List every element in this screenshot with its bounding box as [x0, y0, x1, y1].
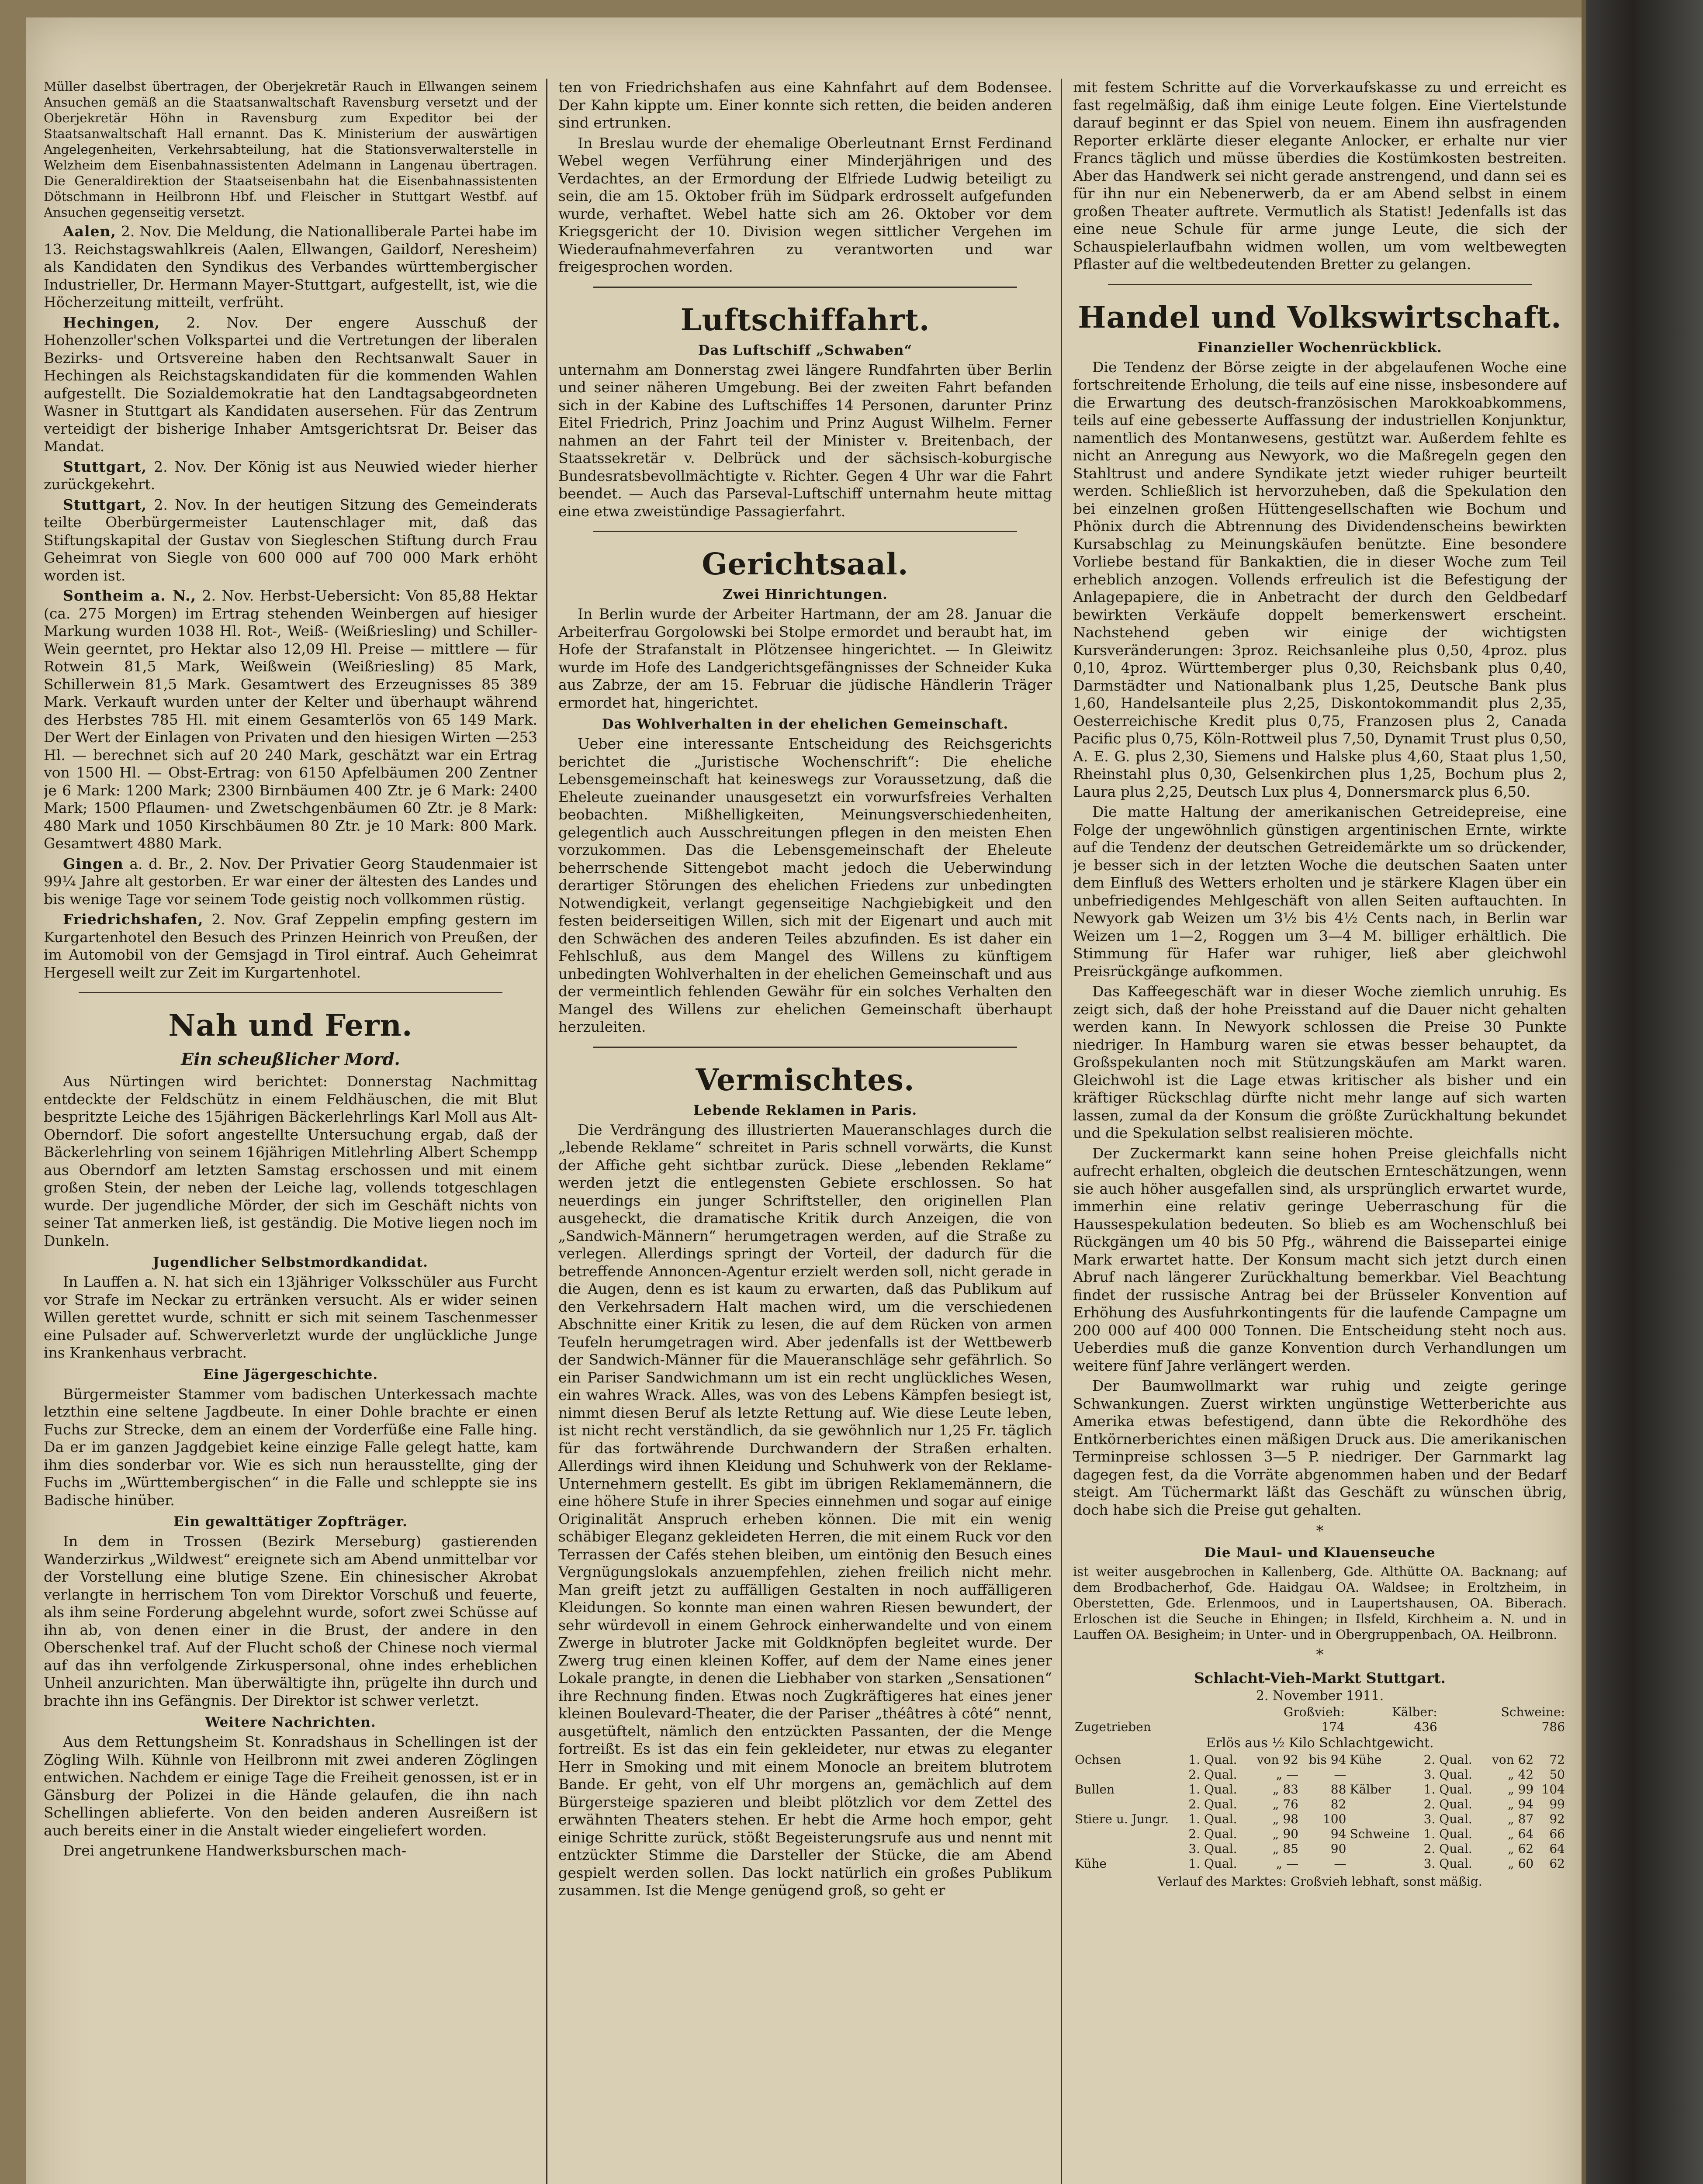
table-cell: 64	[1549, 1841, 1565, 1856]
table-cell: 90	[1330, 1841, 1346, 1856]
table-row	[1073, 1842, 1567, 1856]
table-cell: 3. Qual.	[1423, 1856, 1472, 1871]
article-stuttgart-2	[44, 496, 537, 585]
section-heading-luftschiffahrt: Luftschiffahrt.	[680, 302, 930, 338]
table-cell	[1073, 1842, 1187, 1856]
table-cell: „ 60	[1508, 1856, 1534, 1871]
divider	[593, 287, 1017, 288]
dateline: Friedrichshafen,	[63, 911, 204, 928]
headline-seuche: Die Maul- und Klauenseuche	[1204, 1545, 1436, 1561]
table-cell	[1348, 1842, 1422, 1856]
article-zucker: Der Zuckermarkt kann seine hohen Preise gleichfalls nicht aufrecht erhalten, obgleich die deutschen Ernteschätzungen, wenn sie auch höher ausgefallen sind, als ursprünglich erwartet wurde, immerhin eine relativ geringe Ueberraschung für die Haussespekulation bedeuten. So blieb es am Wochenschluß bei Rückgängen um 40 bis 50 Pfg., während die Baissepartei einige Mark erwartet hatte. Der Konsum macht sich jetzt durch einen Abruf nach längerer Zurückhaltung bemerkbar. Viel Beachtung findet der russische Antrag bei der Brüsseler Konvention auf Erhöhung des Ausfuhrkontingents für die laufende Campagne um 200 000 auf 400 000 Tonnen. Die Entscheidung steht noch aus. Ueberdies muß die ganze Konvention durch Verhandlungen um weitere fünf Jahre verlängert werden.	[1073, 1144, 1567, 1374]
column-2	[558, 79, 1052, 2184]
table-row	[1073, 1752, 1567, 1767]
table-cell: Kühe	[1075, 1856, 1107, 1871]
article-text: 2. Nov. Herbst-Uebersicht: Von 85,88 Hektar (ca. 275 Morgen) im Ertrag stehenden Weinbergen auf hiesiger Markung wurden 1038 Hl. Rot-, Weiß- (Weißriesling) und Schiller-Wein geerntet, pro Hektar also 12,09 Hl. Preise — mittlere — für Rotwein 81,5 Mark, Weißwein (Weißriesling) 85 Mark, Schillerwein 81,5 Mark. Gesamtwert des Erzeugnisses 85 389 Mark. Verkauft wurden unter der Kelter und überhaupt während des Herbstes 785 Hl. mit einem Gesamterlös von 65 149 Mark. Der Wert der Einlagen von Privaten und den hiesigen Wirten —253 Hl. — berechnet sich auf 20 240 Mark, geschätzt war ein Ertrag von 1500 Hl. — Obst-Ertrag: von 6150 Apfelbäumen 200 Zentner je 6 Mark: 1200 Mark; 2300 Birnbäumen 400 Ztr. je 6 Mark: 2400 Mark; 1500 Pflaumen- und Zwetschgenbäumen 60 Ztr. je 8 Mark: 480 Mark und 1050 Kirschbäumen 80 Ztr. je 10 Mark: 800 Mark. Gesamtwert 4880 Mark.	[44, 587, 537, 852]
table-cell	[1348, 1767, 1422, 1782]
table-cell: „ 87	[1508, 1811, 1534, 1826]
headline-mord: Ein scheußlicher Mord.	[181, 1049, 400, 1069]
table-cell: 99	[1549, 1797, 1565, 1811]
asterism: *	[1316, 1522, 1324, 1540]
table-cell: 2. Qual.	[1188, 1797, 1237, 1811]
article-kaffee: Das Kaffeegeschäft war in dieser Woche ziemlich unruhig. Es zeigt sich, daß der hohe Preisstand auf die Dauer nicht gehalten werden kann. In Newyork schlossen die Preise 30 Punkte niedriger. In Hamburg waren sie etwas besser behauptet, da Großspekulanten noch mit Stützungskäufen am Markt waren. Gleichwohl ist die Lage etwas kritischer als bisher und ein kräftiger Rückschlag dürfte nicht mehr lange auf sich warten lassen, zumal da der Konsum die größte Zurückhaltung bekundet und die Spekulation selbst realisieren möchte.	[1073, 983, 1567, 1141]
table-cell: von 92	[1256, 1752, 1298, 1767]
article-hinrichtungen: In Berlin wurde der Arbeiter Hartmann, der am 28. Januar die Arbeiterfrau Gorgolowski bei Stolpe ermordet und beraubt hat, im Hofe der Strafanstalt in Plötzensee hingerichtet. — In Gleiwitz wurde im Hofe des Landgerichtsgefängnisses der Schneider Kuka aus Zabrze, der am 15. Februar die jüdische Händlerin Träger ermordet hat, hingerichtet.	[558, 605, 1052, 711]
article-continued: ten von Friedrichshafen aus eine Kahnfahrt auf dem Bodensee. Der Kahn kippte um. Einer konnte sich retten, die beiden anderen sind ertrunken.	[558, 79, 1052, 131]
table-row	[1073, 1827, 1567, 1842]
table-cell	[1073, 1827, 1187, 1842]
table-cell: 66	[1549, 1826, 1565, 1841]
table-cell: 174	[1321, 1720, 1345, 1734]
table-cell: 1. Qual.	[1188, 1811, 1237, 1826]
article-breslau: In Breslau wurde der ehemalige Oberleutnant Ernst Ferdinand Webel wegen Verführung einer Minderjährigen und des Verdachtes, an der Ermordung der Elfriede Ludwig beteiligt zu sein, die am 15. Oktober früh im Südpark erdrosselt aufgefunden wurde, verhaftet. Webel hatte sich am 26. Oktober vor dem Kriegsgericht der 10. Division wegen sittlicher Vergehen im Wiederaufnahmeverfahren zu verantworten und war freigesprochen worden.	[558, 134, 1052, 275]
article-stuttgart-1	[44, 458, 537, 494]
table-cell: 2. Qual.	[1188, 1826, 1237, 1841]
article-text: 2. Nov. Der König ist aus Neuwied wieder hierher zurückgekehrt.	[44, 458, 537, 493]
column-rule	[1061, 79, 1062, 2184]
divider	[1108, 284, 1532, 285]
table-cell	[1348, 1812, 1422, 1827]
table-cell: 2. Qual.	[1423, 1841, 1472, 1856]
headline-jaeger: Eine Jägergeschichte.	[203, 1366, 378, 1382]
book-binding	[1586, 0, 1703, 2184]
table-cell: 3. Qual.	[1423, 1811, 1472, 1826]
table-cell: 436	[1414, 1720, 1437, 1734]
table-cell: 72	[1549, 1752, 1565, 1767]
table-cell: Kühe	[1350, 1752, 1382, 1767]
article-baumwolle: Der Baumwollmarkt war ruhig und zeigte geringe Schwankungen. Zuerst wirkten ungünstige Wetterberichte aus Amerika etwas befestigend, dann übte die Rekordhöhe des Entkörnerberichtes einen mäßigen Druck aus. Die amerikanischen Terminpreise schlossen 3—5 P. niedriger. Der Garnmarkt lag dagegen fest, da die Vorräte abgenommen haben und der Bedarf steigt. Am Tüchermarkt läßt das Geschäft zu wünschen übrig, doch habe sich die Preise gut gehalten.	[1073, 1377, 1567, 1518]
table-cell: „ 98	[1272, 1811, 1298, 1826]
table-cell: 92	[1549, 1811, 1565, 1826]
headline-wochenrueckblick: Finanzieller Wochenrückblick.	[1198, 339, 1442, 356]
headline-weitere: Weitere Nachrichten.	[205, 1714, 376, 1730]
article-gingen	[44, 855, 537, 909]
article-mord: Aus Nürtingen wird berichtet: Donnerstag Nachmittag entdeckte der Feldschütz in einem Feldhäuschen, die mit Blut bespritzte Leiche des 15jährigen Bäckerlehrlings Karl Moll aus Alt-Oberndorf. Die sofort angestellte Untersuchung ergab, daß der Bäckerlehrling von seinem 16jährigen Mitlehrling Albert Schempp aus Oberndorf am letzten Samstag erschossen und mit einem großen Stein, der neben der Leiche lag, vollends totgeschlagen wurde. Der jugendliche Mörder, der sich im Geschäft nichts von seiner Tat anmerken ließ, ist geständig. Die Motive liegen noch im Dunkeln.	[44, 1073, 537, 1249]
market-date: 2. November 1911.	[1256, 1688, 1384, 1704]
dateline: Sontheim a. N.,	[63, 587, 197, 604]
headline-wohlverhalten: Das Wohlverhalten in der ehelichen Gemeinschaft.	[602, 716, 1009, 732]
column-rule	[546, 79, 547, 2184]
table-cell: „ 83	[1272, 1782, 1298, 1797]
table-cell: Schweine	[1350, 1826, 1410, 1841]
asterism: *	[1316, 1645, 1324, 1663]
table-cell: „ —	[1276, 1856, 1298, 1871]
table-row	[1073, 1720, 1567, 1735]
table-cell: 82	[1330, 1797, 1346, 1811]
market-footer: Verlauf des Marktes: Großvieh lebhaft, sonst mäßig.	[1157, 1874, 1482, 1889]
dateline: Stuttgart,	[63, 458, 147, 475]
dateline: Gingen	[63, 855, 124, 872]
dateline: Hechingen,	[63, 314, 160, 331]
table-row	[1073, 1705, 1567, 1720]
article-continued: mit festem Schritte auf die Vorverkaufskasse zu und erreicht es fast regelmäßig, daß ihm einige Leute folgen. Eine Viertelstunde darauf beginnt er das Spiel von neuem. Einem ihn ausfragenden Reporter erklärte dieser elegante Anlocker, er erhalte nur vier Francs täglich und müsse überdies die Kostümkosten bestreiten. Aber das Handwerk sei nicht gerade anstrengend, und dann sei es für ihn nur ein Nebenerwerb, da er am Abend selbst in einem großen Theater auftrete. Vermutlich als Statist! Jedenfalls ist das eine neue Schule für arme junge Leute, die sich der Schauspielerlaufbahn widmen wollen, um vom weltbewegten Pflaster auf die weltbedeutenden Bretter zu gelangen.	[1073, 79, 1567, 273]
table-cell	[1348, 1856, 1422, 1871]
article-boerse: Die Tendenz der Börse zeigte in der abgelaufenen Woche eine fortschreitende Erholung, die teils auf eine nisse, insbesondere auf die Erwartung des deutsch-französischen Marokkoabkommens, teils auf eine gebesserte Auffassung der industriellen Konjunktur, namentlich des Montanwesens, gestützt war. Außerdem fehlte es nicht an Anregung aus Newyork, wo die Maßregeln gegen den Stahltrust und andere Syndikate jetzt wieder ruhiger beurteilt werden. Schließlich ist hervorzuheben, daß die Spekulation den bei einzelnen großen Hüttengesellschaften wie Bochum und Phönix durch die Abtrennung des Dividendenscheins bewirkten Kursabschlag zu Meinungskäufen benützte. Eine besondere Vorliebe bestand für Bankaktien, die in dieser Woche zum Teil erheblich anzogen. Vollends erfreulich ist die Befestigung der Anlagepapiere, die in Anbetracht der durch den Geldbedarf bewirkten Verkäufe doppelt bemerkenswert erscheint. Nachstehend geben wir einige der wichtigsten Kursveränderungen: 3proz. Reichsanleihe plus 0,50, 4proz. plus 0,10, 4proz. Württemberger plus 0,30, Reichsbank plus 0,40, Darmstädter und Nationalbank plus 1,25, Deutsche Bank plus 1,60, Handelsanteile plus 2,25, Diskontokommandit plus 2,35, Oesterreichische Kredit plus 0,75, Franzosen plus 2, Canada Pacific plus 0,75, Köln-Rottweil plus 7,50, Dynamit Trust plus 0,50, A. E. G. plus 2,30, Siemens und Halske plus 4,60, Staat plus 1,50, Rheinstahl plus 0,30, Gelsenkirchen plus 1,25, Bochum plus 2, Laura plus 2,25, Deutsch Lux plus 4, Donnersmarck plus 6,50.	[1073, 358, 1567, 800]
table-cell: „ —	[1276, 1767, 1298, 1782]
table-cell	[1073, 1797, 1187, 1812]
article-sontheim	[44, 587, 537, 853]
article-text: a. d. Br., 2. Nov. Der Privatier Georg Staudenmaier ist 99¼ Jahre alt gestorben. Er war einer der ältesten des Landes und bis wenige Tage vor seinem Tode geistig noch vollkommen rüstig.	[44, 855, 537, 908]
table-row	[1073, 1797, 1567, 1812]
headline-zopftraeger: Ein gewalttätiger Zopfträger.	[173, 1514, 408, 1530]
table-cell: —	[1334, 1767, 1346, 1782]
article-hechingen	[44, 314, 537, 456]
table-cell: „ 42	[1508, 1767, 1534, 1782]
column-header: Großvieh:	[1283, 1705, 1345, 1719]
table-cell: 1. Qual.	[1188, 1856, 1237, 1871]
table-cell: 2. Qual.	[1188, 1767, 1237, 1782]
table-cell	[1348, 1797, 1422, 1812]
market-report	[1073, 1669, 1567, 1890]
market-title: Schlacht-Vieh-Markt Stuttgart.	[1194, 1669, 1446, 1686]
table-cell: „ 85	[1272, 1841, 1298, 1856]
table-cell: 1. Qual.	[1423, 1782, 1472, 1797]
column-1	[44, 79, 537, 2184]
table-cell: Bullen	[1075, 1782, 1115, 1797]
dateline: Aalen,	[63, 223, 116, 240]
divider	[593, 1047, 1017, 1048]
table-row	[1073, 1767, 1567, 1782]
table-cell: 1. Qual.	[1188, 1782, 1237, 1797]
intro-paragraph: Müller daselbst übertragen, der Oberjekretär Rauch in Ellwangen seinem Ansuchen gemäß an die Staatsanwaltschaft Ravensburg versetzt und der Oberjekretär Höhn in Ravensburg zum Expeditor bei der Staatsanwaltschaft Hall ernannt. Das K. Ministerium der auswärtigen Angelegenheiten, Verkehrsabteilung, hat die Stationsverwalterstelle in Welzheim dem Eisenbahnassistenten Adelmann in Langenau übertragen. Die Generaldirektion der Staatseisenbahn hat die Eisenbahnassistenten Dötschmann in Heilbronn Hbf. und Fleischer in Stuttgart Westbf. auf Ansuchen gegenseitig versetzt.	[44, 79, 537, 220]
article-selbstmord: In Lauffen a. N. hat sich ein 13jähriger Volksschüler aus Furcht vor Strafe im Neckar zu ertränken versucht. Als er wider seinen Willen gerettet wurde, schnitt er sich mit seinem Taschenmesser eine Pulsader auf. Schwerverletzt wurde der unglückliche Junge ins Krankenhaus verbracht.	[44, 1273, 537, 1361]
table-row	[1073, 1782, 1567, 1797]
table-cell: Stiere u. Jungr.	[1075, 1811, 1169, 1826]
article-drei: Drei angetrunkene Handwerksburschen mach-	[63, 1842, 406, 1859]
table-cell: 2. Qual.	[1423, 1797, 1472, 1811]
price-table	[1073, 1752, 1567, 1871]
section-heading-vermischtes: Vermischtes.	[696, 1062, 915, 1098]
table-cell: von 62	[1492, 1752, 1534, 1767]
article-jaeger: Bürgermeister Stammer vom badischen Unterkessach machte letzthin eine seltene Jagdbeute. In einer Dohle brachte er einen Fuchs zur Strecke, dem an einem der Vorderfüße eine Falle hing. Da er im ganzen Jagdgebiet keine einzige Falle gelegt hatte, kam ihm dies sonderbar vor. Wie es sich nun herausstellte, ging der Fuchs im „Württembergischen“ in die Falle und schleppte sie ins Badische hinüber.	[44, 1385, 537, 1509]
table-cell: „ 62	[1508, 1841, 1534, 1856]
row-label: Zugetrieben	[1075, 1720, 1151, 1734]
market-table	[1073, 1705, 1567, 1735]
headline-schwaben: Das Luftschiff „Schwaben“	[698, 342, 913, 358]
article-text: 2. Nov. Der engere Ausschuß der Hohenzoller'schen Volkspartei und die Vertretungen der liberalen Bezirks- und Ortsvereine haben den Rechtsanwalt Sauer in Hechingen als Reichstagskandidaten für die kommenden Wahlen aufgestellt. Die Sozialdemokratie hat den Landtagsabgeordneten Wasner in Stuttgart als Kandidaten ausersehen. Für das Zentrum verteidigt der bisherige Inhaber Amtsgerichtsrat Dr. Beiser das Mandat.	[44, 314, 537, 455]
column-header: Schweine:	[1501, 1705, 1565, 1719]
dateline: Stuttgart,	[63, 496, 147, 513]
divider	[593, 531, 1017, 532]
table-cell: 62	[1549, 1856, 1565, 1871]
section-heading-gerichtsaal: Gerichtsaal.	[702, 547, 909, 582]
headline-hinrichtungen: Zwei Hinrichtungen.	[723, 587, 888, 602]
column-header: Kälber:	[1391, 1705, 1437, 1719]
market-subheader: Erlös aus ½ Kilo Schlachtgewicht.	[1206, 1735, 1434, 1751]
table-row	[1073, 1856, 1567, 1871]
table-cell: 100	[1322, 1811, 1346, 1826]
table-cell: 786	[1541, 1720, 1565, 1734]
table-cell: 3. Qual.	[1423, 1767, 1472, 1782]
table-cell: „ 76	[1272, 1797, 1298, 1811]
table-cell: 2. Qual.	[1423, 1752, 1472, 1767]
article-friedrichshafen	[44, 911, 537, 981]
table-cell: 94	[1330, 1826, 1346, 1841]
table-cell: 50	[1549, 1767, 1565, 1782]
headline-selbstmord: Jugendlicher Selbstmordkandidat.	[153, 1254, 428, 1270]
article-aalen	[44, 223, 537, 311]
table-cell: 3. Qual.	[1188, 1841, 1237, 1856]
article-getreide: Die matte Haltung der amerikanischen Getreidepreise, eine Folge der ungewöhnlich günstigen argentinischen Ernte, wirkte auf die Tendenz der deutschen Getreidemärkte um so drückender, je besser sich in der letzten Woche die deutschen Saaten unter dem Einfluß des Wetters erholten und je stärkere Klagen über ein unbefriedigendes Mehlgeschäft von allen Seiten auftauchten. In Newyork gab Weizen um 3½ bis 4½ Cents nach, in Berlin war Weizen um 1—2, Roggen um 3—4 M. billiger erhältlich. Die Stimmung für Hafer war ruhiger, ließ aber gleichwohl Preisrückgänge aufkommen.	[1073, 803, 1567, 980]
article-text: 2. Nov. Die Meldung, die Nationalliberale Partei habe im 13. Reichstagswahlkreis (Aalen, Ellwangen, Gaildorf, Neresheim) als Kandidaten den Syndikus des Verbandes württembergischer Industrieller, Dr. Hermann Mayer-Stuttgart, aufgestellt, ist, wie die Höcherzeitung mitteilt, verfrüht.	[44, 223, 537, 311]
table-cell: „ 64	[1508, 1826, 1534, 1841]
column-3	[1073, 79, 1567, 2184]
table-cell: —	[1334, 1856, 1346, 1871]
table-cell: „ 99	[1508, 1782, 1534, 1797]
table-cell: Ochsen	[1075, 1752, 1121, 1767]
table-cell: „ 94	[1508, 1797, 1534, 1811]
article-zopftraeger: In dem in Trossen (Bezirk Merseburg) gastierenden Wanderzirkus „Wildwest“ ereignete sich am Abend unmittelbar vor der Vorstellung eine blutige Szene. Ein chinesischer Akrobat verlangte in herrischem Ton vom Direktor Vorschuß und feuerte, als ihm seine Forderung abgelehnt wurde, sofort zwei Schüsse auf ihn ab, von denen einer in die Brust, der andere in den Oberschenkel traf. Auf der Flucht schoß der Chinese noch viermal auf das ihn verfolgende Zirkuspersonal, ohne indes erheblichen Unheil anzurichten. Man überwältigte ihn, prügelte ihn durch und brachte ihn ins Gefängnis. Der Direktor ist schwer verletzt.	[44, 1533, 537, 1709]
section-heading-handel: Handel und Volkswirtschaft.	[1078, 300, 1562, 335]
table-cell: 1. Qual.	[1188, 1752, 1237, 1767]
table-cell: 88	[1330, 1782, 1346, 1797]
headline-reklamen: Lebende Reklamen in Paris.	[693, 1102, 917, 1118]
newspaper-page	[26, 17, 1582, 2184]
table-cell: Kälber	[1350, 1782, 1391, 1797]
article-text: 2. Nov. In der heutigen Sitzung des Gemeinderats teilte Oberbürgermeister Lautenschlager mit, daß das Stiftungskapital der Gustav von Siegleschen Stiftung durch Frau Geheimrat von Siegle von 600 000 auf 700 000 Mark erhöht worden ist.	[44, 496, 537, 584]
table-cell	[1073, 1767, 1187, 1782]
article-reklamen: Die Verdrängung des illustrierten Maueranschlages durch die „lebende Reklame“ schreitet in Paris schnell vorwärts, die Kunst der Affiche geht sichtbar zurück. Diese „lebenden Reklame“ werden jetzt die entlegensten Gebiete erschlossen. So hat neuerdings ein junger Schriftsteller, den originellen Plan ausgeheckt, die dramatische Kritik durch Anzeigen, die von „Sandwich-Männern“ herumgetragen werden, auf die Straße zu verlegen. Allerdings springt der Vorteil, der dadurch für die betreffende Annoncen-Agentur erzielt werden soll, nicht gerade in die Augen, denn es ist kaum zu erwarten, daß das Publikum auf den Verkehrsadern Halt machen wird, um die verschiedenen Abschnitte einer Kritik zu lesen, die auf dem Rücken von armen Teufeln herumgetragen wird. Aber jedenfalls ist der Wettbewerb der Sandwich-Männer für die Maueranschläge sehr gefährlich. So ein Pariser Sandwichmann um ist ein recht unglückliches Wesen, ein wahres Wrack. Alles, was von des Lebens Kämpfen besiegt ist, nimmt diesen Beruf als letzte Rettung auf. Wie diese Leute leben, ist nicht recht verständlich, da sie gewöhnlich nur 1,25 Fr. täglich für das fortwährende Durchwandern der Straßen erhalten. Allerdings wird ihnen Kleidung und Schuhwerk von der Reklame-Unternehmern gestellt. Es gibt im übrigen Reklamemännern, die eine höhere Stufe in ihrer Species einnehmen und sogar auf einige Originalität Anspruch erheben können. Die mit ein wenig schäbiger Eleganz gekleideten Herren, die mit einem Ruck vor den Terrassen der Cafés stehen bleiben, um eintönig den Besuch eines Vergnügungslokals anzuempfehlen, ziehen freilich nicht mehr. Man greift jetzt zu auffälligen Gestalten in noch auffälligeren Kleidungen. So konnte man einen wahren Riesen bewundert, der sehr würdevoll in einem Gehrock einherwandelte und von einem Zwerge in blutroter Jacke mit Goldknöpfen begleitet wurde. Der Zwerg trug einen kleinen Koffer, auf dem der Name eines jener Lokale prangte, in denen die Liebhaber von starken „Sensationen“ ihre Rechnung finden. Etwas noch Zugkräftigeres hat eines jener kleinen Boulevard-Theater, die der Pariser „théâtres à côté“ nennt, ausgetüftelt, nämlich den entzückten Passanten, der die Menge fortreißt. Es ist das ein fein gekleideter, nur etwas zu eleganter Herr in Smoking und mit einem Monocle an breitem blutrotem Bande. Er geht, von elf Uhr morgens an, gemächlich auf dem Bürgersteige spazieren und bleibt plötzlich vor dem Zettel des erwähnten Theaters stehen. Er hebt die Arme hoch empor, geht einige Schritte zurück, stößt Begeisterungsrufe aus und nennt mit entzückter Stimme die Darsteller der Stücke, die am Abend gespielt werden sollen. Das lockt natürlich ein großes Publikum zusammen. Ist die Menge genügend groß, so geht er	[558, 1121, 1052, 1899]
divider	[79, 992, 502, 993]
article-weitere: Aus dem Rettungsheim St. Konradshaus in Schellingen ist der Zögling Wilh. Kühnle von Heilbronn mit zwei anderen Zöglingen entwichen. Nachdem er einige Tage die Freiheit genossen, ist er in Gänsburg der Polizei in die Hände gelaufen, die ihn nach Schellingen ablieferte. Von den beiden anderen Ausreißern ist auch bereits einer in die Anstalt wieder eingeliefert worden.	[44, 1733, 537, 1839]
table-cell: 1. Qual.	[1423, 1826, 1472, 1841]
table-cell: bis 94	[1308, 1752, 1346, 1767]
section-heading-nah-und-fern: Nah und Fern.	[168, 1008, 413, 1043]
article-schwaben: unternahm am Donnerstag zwei längere Rundfahrten über Berlin und seiner näheren Umgebung. Bei der zweiten Fahrt befanden sich in der Kabine des Luftschiffes 14 Personen, darunter Prinz Eitel Friedrich, Prinz Joachim und Prinz August Wilhelm. Ferner nahmen an der Fahrt teil der Minister v. Breitenbach, der Staatssekretär v. Delbrück und der sächsisch-koburgische Bundesratsbevollmächtigte v. Richter. Gegen 4 Uhr war die Fahrt beendet. — Auch das Parseval-Luftschiff unternahm heute mittag eine etwa zweistündige Passagierfahrt.	[558, 361, 1052, 520]
article-wohlverhalten: Ueber eine interessante Entscheidung des Reichsgerichts berichtet die „Juristische Wochenschrift“: Die eheliche Lebensgemeinschaft hat keineswegs zur Voraussetzung, daß die Eheleute zueinander unausgesetzt ein vorwurfsfreies Verhalten beobachten. Mißhelligkeiten, Meinungsverschiedenheiten, gelegentlich auch Ausschreitungen pflegen in den meisten Ehen vorzukommen. Das die Lebensgemeinschaft der Eheleute beherrschende Sittengebot macht jedoch die Ueberwindung derartiger Störungen des ehelichen Friedens zur unbedingten Notwendigkeit, verlangt gegenseitige Nachgiebigkeit und den festen beiderseitigen Willen, sich mit der Eigenart und auch mit den Schwächen des anderen Teiles abzufinden. Es ist daher ein Fehlschluß, aus dem Mangel des Willens zu künftigem unbedingten Wohlverhalten in der ehelichen Gemeinschaft und aus der vermeintlich fehlenden Gewähr für ein solches Verhalten den Mangel des Willens zur ehelichen Gemeinschaft überhaupt herzuleiten.	[558, 735, 1052, 1035]
article-seuche: ist weiter ausgebrochen in Kallenberg, Gde. Althütte OA. Backnang; auf dem Brodbacherhof, Gde. Haidgau OA. Waldsee; in Eroltzheim, in Oberstetten, Gde. Erlenmoos, und in Laupertshausen, OA. Biberach. Erloschen ist die Seuche in Ehingen; in Ilsfeld, Kirchheim a. N. und in Lauffen OA. Besigheim; in Unter- und in Obergruppenbach, OA. Heilbronn.	[1073, 1564, 1567, 1642]
table-cell: 104	[1541, 1782, 1565, 1797]
table-cell: „ 90	[1272, 1826, 1298, 1841]
table-row	[1073, 1812, 1567, 1827]
article-text: 2. Nov. Graf Zeppelin empfing gestern im Kurgartenhotel den Besuch des Prinzen Heinrich von Preußen, der im Automobil von der Gemsjagd in Tirol eintraf. Auch Geheimrat Hergesell weilt zur Zeit im Kurgartenhotel.	[44, 911, 537, 981]
